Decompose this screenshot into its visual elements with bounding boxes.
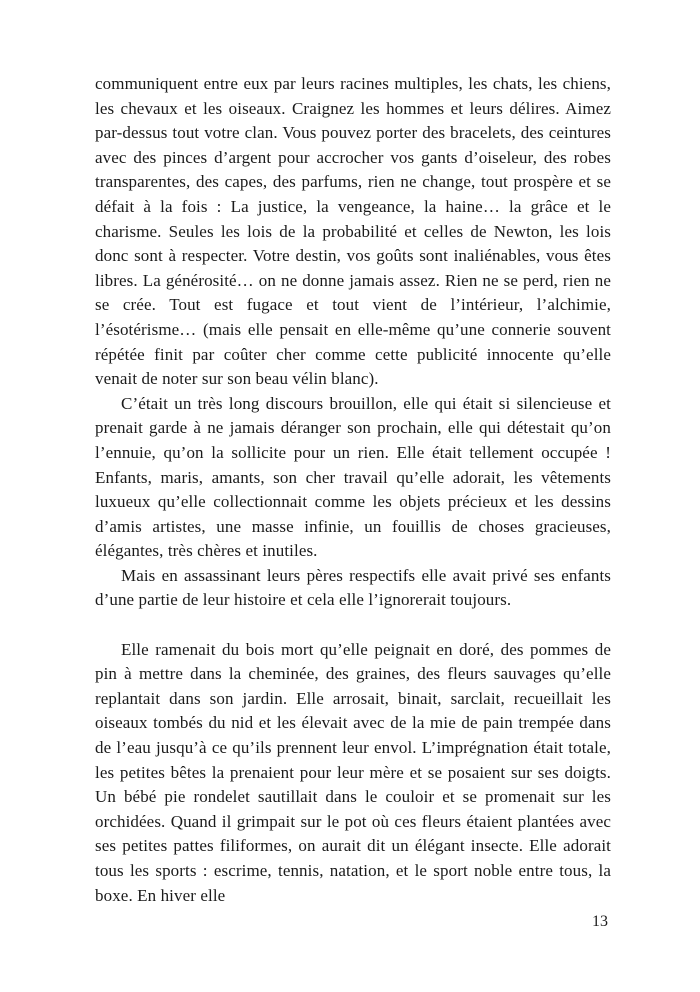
page-number: 13 [592,913,608,930]
page-content [95,72,611,908]
paragraph: Mais en assassinant leurs pères respectifs elle avait privé ses enfants d’une partie de leur histoire et cela elle l’ignorerait toujours. [95,565,611,610]
paragraph: Elle ramenait du bois mort qu’elle peignait en doré, des pommes de pin à mettre dans la cheminée, des graines, des fleurs sauvages qu’elle replantait dans son jardin. Elle arrosait, binait, sarclait, recueillait les oiseaux tombés du nid et les élevait avec de la mie de pain trempée dans de l’eau jusqu’à ce qu’ils prennent leur envol. L’imprégnation était totale, les petites bêtes la prenaient pour leur mère et se posaient sur ses doigts. Un bébé pie rondelet sautillait dans le couloir et se promenait sur les orchidées. Quand il grimpait sur le pot où ces fleurs étaient plantées avec ses petites pattes filiformes, on aurait dit un élégant insecte. Elle adorait tous les sports : escrime, tennis, natation, et le sport noble entre tous, la boxe. En hiver elle [95,639,611,905]
paragraph: C’était un très long discours brouillon, elle qui était si silencieuse et prenait garde à ne jamais déranger son prochain, elle qui détestait qu’on l’ennuie, qu’on la sollicite pour un rien. Elle était tellement occupée ! Enfants, maris, amants, son cher travail qu’elle adorait, les vêtements luxueux qu’elle collectionnait comme les objets précieux et les dessins d’amis artistes, une masse infinie, un fouillis de choses gracieuses, élégantes, très chères et inutiles. [95,393,611,561]
paragraph-continuation: communiquent entre eux par leurs racines multiples, les chats, les chiens, les chevaux et les oiseaux. Craignez les hommes et leurs délires. Aimez par-dessus tout votre clan. Vous pouvez porter des bracelets, des ceintures avec des pinces d’argent pour accrocher vos gants d’oiseleur, des robes transparentes, des capes, des parfums, rien ne change, tout prospère et se défait à la fois : La justice, la vengeance, la haine… la grâce et le charisme. Seules les lois de la probabilité et celles de Newton, les lois donc sont à respecter. Votre destin, vos goûts sont inaliénables, vous êtes libres. La générosité… on ne donne jamais assez. Rien ne se perd, rien ne se crée. Tout est fugace et tout vient de l’intérieur, l’alchimie, l’ésotérisme… (mais elle pensait en elle-même qu’une connerie souvent répétée finit par coûter cher comme cette publicité innocente qu’elle venait de noter sur son beau vélin blanc). [95,74,611,389]
